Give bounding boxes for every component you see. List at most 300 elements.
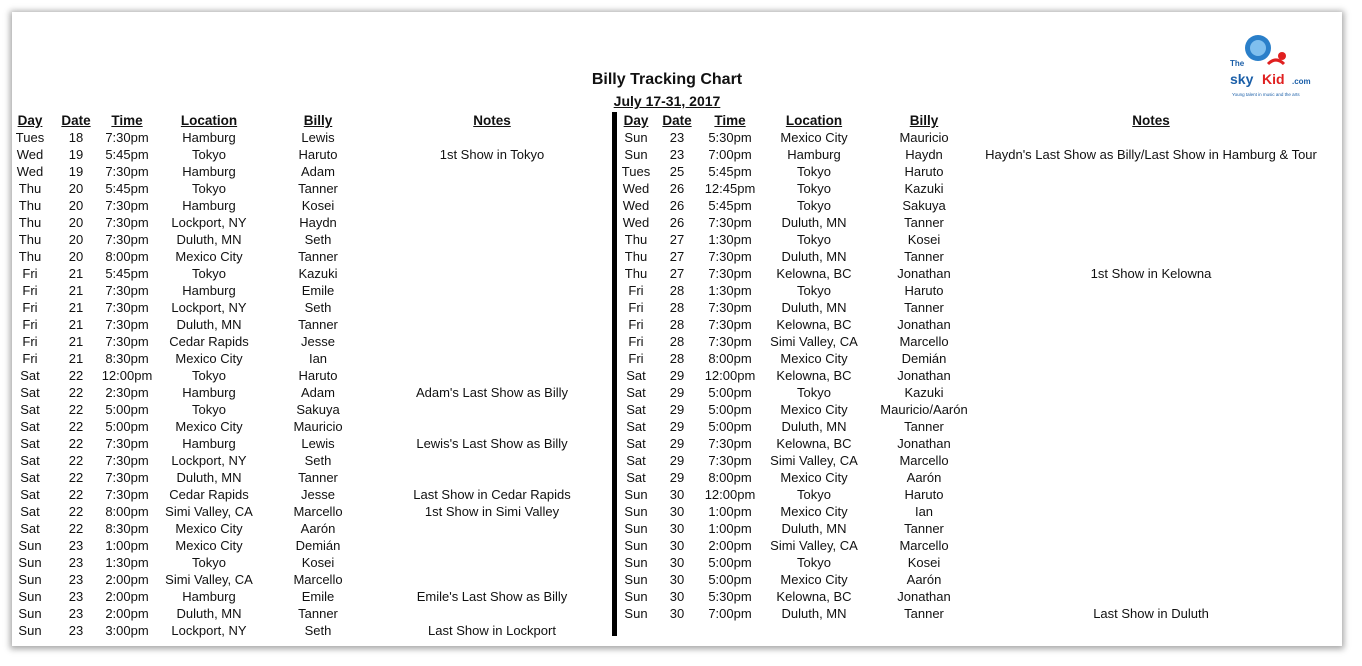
cell-billy: Kosei xyxy=(907,555,941,570)
cell-notes: Lewis's Last Show as Billy xyxy=(416,436,568,451)
cell-day: Thu xyxy=(18,232,42,247)
svg-text:The: The xyxy=(1230,59,1245,68)
cell-location: Duluth, MN xyxy=(176,317,242,332)
cell-billy: Tanner xyxy=(298,470,338,485)
page-title: Billy Tracking Chart xyxy=(591,71,743,88)
cell-day: Wed xyxy=(16,164,44,179)
cell-day: Sun xyxy=(624,521,648,536)
cell-date: 19 xyxy=(68,164,84,179)
cell-time: 7:30pm xyxy=(105,436,149,451)
cell-time: 5:45pm xyxy=(708,164,752,179)
cell-day: Sun xyxy=(624,538,648,553)
cell-date: 29 xyxy=(669,402,685,417)
cell-billy: Jonathan xyxy=(897,266,951,281)
cell-date: 30 xyxy=(669,572,685,587)
cell-day: Sat xyxy=(20,385,40,400)
column-header-time: Time xyxy=(714,113,746,128)
cell-billy: Demián xyxy=(295,538,341,553)
cell-day: Sat xyxy=(626,368,646,383)
cell-billy: Haruto xyxy=(298,147,338,162)
cell-billy: Jesse xyxy=(301,487,335,502)
cell-location: Tokyo xyxy=(797,385,831,400)
cell-day: Fri xyxy=(628,283,644,298)
cell-billy: Kazuki xyxy=(904,181,944,196)
cell-billy: Jonathan xyxy=(897,317,951,332)
column-header-billy: Billy xyxy=(303,113,333,128)
cell-date: 25 xyxy=(669,164,685,179)
cell-time: 7:30pm xyxy=(105,487,149,502)
cell-billy: Tanner xyxy=(904,606,944,621)
cell-billy: Sakuya xyxy=(902,198,946,213)
cell-location: Hamburg xyxy=(182,283,236,298)
cell-notes: Last Show in Duluth xyxy=(1093,606,1209,621)
cell-day: Sun xyxy=(18,572,42,587)
cell-time: 7:30pm xyxy=(105,317,149,332)
cell-day: Fri xyxy=(22,317,38,332)
cell-date: 19 xyxy=(68,147,84,162)
cell-billy: Tanner xyxy=(298,606,338,621)
cell-location: Duluth, MN xyxy=(176,606,242,621)
cell-date: 21 xyxy=(68,351,84,366)
column-header-notes: Notes xyxy=(473,113,511,128)
cell-location: Simi Valley, CA xyxy=(165,504,253,519)
cell-date: 28 xyxy=(669,300,685,315)
cell-billy: Marcello xyxy=(899,538,949,553)
cell-day: Wed xyxy=(622,181,650,196)
cell-date: 26 xyxy=(669,181,685,196)
cell-time: 1:30pm xyxy=(708,283,752,298)
cell-date: 23 xyxy=(68,623,84,638)
cell-day: Sun xyxy=(18,555,42,570)
cell-location: Simi Valley, CA xyxy=(770,334,858,349)
svg-text:.com: .com xyxy=(1292,77,1311,86)
cell-billy: Lewis xyxy=(301,436,335,451)
cell-location: Duluth, MN xyxy=(176,470,242,485)
cell-billy: Aarón xyxy=(906,572,942,587)
cell-day: Fri xyxy=(22,283,38,298)
cell-billy: Haruto xyxy=(904,164,944,179)
cell-day: Sat xyxy=(20,504,40,519)
cell-location: Simi Valley, CA xyxy=(770,453,858,468)
cell-billy: Demián xyxy=(901,351,947,366)
cell-date: 26 xyxy=(669,215,685,230)
cell-time: 8:00pm xyxy=(708,351,752,366)
cell-day: Sat xyxy=(20,402,40,417)
cell-day: Fri xyxy=(628,317,644,332)
cell-location: Mexico City xyxy=(175,538,243,553)
svg-text:Kid: Kid xyxy=(1262,71,1285,87)
cell-date: 22 xyxy=(68,470,84,485)
cell-date: 23 xyxy=(669,147,685,162)
cell-date: 29 xyxy=(669,436,685,451)
cell-time: 7:30pm xyxy=(105,470,149,485)
cell-location: Duluth, MN xyxy=(781,249,847,264)
cell-location: Hamburg xyxy=(182,385,236,400)
cell-billy: Tanner xyxy=(904,215,944,230)
cell-billy: Haydn xyxy=(299,215,337,230)
cell-notes: Adam's Last Show as Billy xyxy=(415,385,569,400)
cell-day: Thu xyxy=(18,215,42,230)
cell-date: 21 xyxy=(68,317,84,332)
cell-time: 7:30pm xyxy=(708,317,752,332)
cell-notes: 1st Show in Kelowna xyxy=(1090,266,1212,281)
cell-location: Hamburg xyxy=(182,164,236,179)
cell-billy: Tanner xyxy=(904,419,944,434)
cell-day: Wed xyxy=(16,147,44,162)
cell-billy: Adam xyxy=(301,385,335,400)
cell-date: 22 xyxy=(68,453,84,468)
cell-day: Fri xyxy=(22,266,38,281)
cell-billy: Tanner xyxy=(904,249,944,264)
cell-location: Tokyo xyxy=(192,147,226,162)
cell-time: 2:30pm xyxy=(105,385,149,400)
cell-location: Hamburg xyxy=(182,436,236,451)
cell-day: Fri xyxy=(628,351,644,366)
cell-time: 1:00pm xyxy=(105,538,149,553)
cell-location: Lockport, NY xyxy=(171,453,247,468)
cell-location: Mexico City xyxy=(175,249,243,264)
cell-date: 29 xyxy=(669,368,685,383)
cell-time: 1:30pm xyxy=(105,555,149,570)
cell-day: Sat xyxy=(20,470,40,485)
cell-time: 2:00pm xyxy=(105,589,149,604)
cell-date: 20 xyxy=(68,181,84,196)
cell-date: 21 xyxy=(68,334,84,349)
cell-time: 2:00pm xyxy=(105,606,149,621)
cell-time: 7:30pm xyxy=(105,130,149,145)
cell-time: 12:00pm xyxy=(704,487,756,502)
cell-date: 23 xyxy=(68,589,84,604)
cell-time: 5:45pm xyxy=(708,198,752,213)
cell-day: Sat xyxy=(626,470,646,485)
cell-location: Lockport, NY xyxy=(171,215,247,230)
cell-day: Sun xyxy=(624,130,648,145)
column-header-day: Day xyxy=(623,113,649,128)
cell-billy: Emile xyxy=(301,283,335,298)
cell-day: Sat xyxy=(626,453,646,468)
cell-day: Sun xyxy=(18,623,42,638)
cell-location: Kelowna, BC xyxy=(776,368,852,383)
cell-date: 20 xyxy=(68,232,84,247)
cell-billy: Jesse xyxy=(301,334,335,349)
cell-day: Fri xyxy=(22,300,38,315)
cell-billy: Jonathan xyxy=(897,436,951,451)
cell-time: 5:30pm xyxy=(708,589,752,604)
cell-time: 7:30pm xyxy=(105,232,149,247)
cell-time: 7:30pm xyxy=(708,453,752,468)
cell-time: 3:00pm xyxy=(105,623,149,638)
cell-date: 23 xyxy=(68,572,84,587)
cell-day: Fri xyxy=(628,300,644,315)
cell-time: 12:00pm xyxy=(704,368,756,383)
cell-day: Sat xyxy=(626,436,646,451)
cell-billy: Lewis xyxy=(301,130,335,145)
cell-day: Wed xyxy=(622,198,650,213)
cell-date: 22 xyxy=(68,368,84,383)
cell-day: Sun xyxy=(624,606,648,621)
cell-time: 7:30pm xyxy=(708,249,752,264)
cell-billy: Seth xyxy=(304,453,332,468)
column-header-notes: Notes xyxy=(1132,113,1170,128)
column-divider xyxy=(612,112,617,636)
cell-date: 30 xyxy=(669,555,685,570)
cell-time: 7:30pm xyxy=(105,198,149,213)
cell-location: Tokyo xyxy=(797,164,831,179)
cell-time: 8:00pm xyxy=(708,470,752,485)
cell-date: 20 xyxy=(68,215,84,230)
cell-billy: Kosei xyxy=(301,555,335,570)
cell-date: 21 xyxy=(68,300,84,315)
cell-location: Tokyo xyxy=(797,181,831,196)
cell-billy: Kazuki xyxy=(904,385,944,400)
cell-time: 5:00pm xyxy=(708,419,752,434)
cell-location: Duluth, MN xyxy=(176,232,242,247)
column-header-date: Date xyxy=(61,113,91,128)
cell-time: 1:00pm xyxy=(708,504,752,519)
cell-date: 21 xyxy=(68,283,84,298)
cell-billy: Haydn xyxy=(905,147,943,162)
cell-billy: Tanner xyxy=(904,300,944,315)
cell-billy: Tanner xyxy=(298,317,338,332)
cell-date: 23 xyxy=(68,606,84,621)
cell-location: Tokyo xyxy=(192,181,226,196)
cell-day: Fri xyxy=(22,334,38,349)
cell-time: 7:00pm xyxy=(708,147,752,162)
cell-time: 8:30pm xyxy=(105,521,149,536)
cell-location: Simi Valley, CA xyxy=(770,538,858,553)
cell-location: Tokyo xyxy=(192,266,226,281)
cell-billy: Marcello xyxy=(899,453,949,468)
cell-location: Tokyo xyxy=(797,487,831,502)
cell-notes: Haydn's Last Show as Billy/Last Show in Hamburg & Tour xyxy=(985,147,1317,162)
page-subtitle: July 17-31, 2017 xyxy=(613,93,721,109)
cell-billy: Marcello xyxy=(293,504,343,519)
cell-day: Wed xyxy=(622,215,650,230)
cell-time: 12:00pm xyxy=(101,368,153,383)
cell-day: Sat xyxy=(20,368,40,383)
cell-location: Tokyo xyxy=(797,198,831,213)
cell-date: 22 xyxy=(68,402,84,417)
cell-date: 22 xyxy=(68,521,84,536)
cell-time: 7:30pm xyxy=(105,283,149,298)
cell-time: 7:30pm xyxy=(105,215,149,230)
column-header-date: Date xyxy=(662,113,692,128)
cell-day: Thu xyxy=(624,266,648,281)
cell-location: Mexico City xyxy=(780,470,848,485)
cell-date: 20 xyxy=(68,198,84,213)
cell-location: Duluth, MN xyxy=(781,521,847,536)
cell-time: 5:00pm xyxy=(708,572,752,587)
cell-day: Sat xyxy=(20,453,40,468)
cell-time: 1:00pm xyxy=(708,521,752,536)
cell-location: Duluth, MN xyxy=(781,300,847,315)
cell-date: 30 xyxy=(669,504,685,519)
cell-day: Thu xyxy=(18,249,42,264)
cell-location: Mexico City xyxy=(175,351,243,366)
cell-time: 5:00pm xyxy=(708,555,752,570)
cell-day: Thu xyxy=(624,232,648,247)
column-header-billy: Billy xyxy=(909,113,939,128)
cell-billy: Tanner xyxy=(904,521,944,536)
cell-date: 30 xyxy=(669,589,685,604)
cell-notes: Last Show in Lockport xyxy=(428,623,556,638)
cell-day: Thu xyxy=(18,181,42,196)
cell-date: 29 xyxy=(669,419,685,434)
column-header-location: Location xyxy=(785,113,843,128)
cell-day: Sat xyxy=(626,385,646,400)
cell-location: Mexico City xyxy=(175,419,243,434)
cell-date: 28 xyxy=(669,351,685,366)
cell-day: Thu xyxy=(624,249,648,264)
cell-billy: Adam xyxy=(301,164,335,179)
cell-date: 27 xyxy=(669,249,685,264)
cell-time: 7:30pm xyxy=(105,334,149,349)
cell-day: Sun xyxy=(18,538,42,553)
cell-billy: Kosei xyxy=(301,198,335,213)
skykid-logo xyxy=(1228,34,1334,100)
cell-date: 26 xyxy=(669,198,685,213)
cell-billy: Marcello xyxy=(899,334,949,349)
svg-text:Young talent in music and the: Young talent in music and the arts xyxy=(1232,92,1300,97)
cell-billy: Aarón xyxy=(906,470,942,485)
cell-date: 20 xyxy=(68,249,84,264)
cell-time: 7:30pm xyxy=(708,266,752,281)
cell-time: 8:00pm xyxy=(105,249,149,264)
cell-day: Tues xyxy=(621,164,651,179)
cell-notes: Emile's Last Show as Billy xyxy=(416,589,568,604)
cell-date: 23 xyxy=(669,130,685,145)
cell-billy: Seth xyxy=(304,232,332,247)
cell-date: 30 xyxy=(669,538,685,553)
cell-time: 8:30pm xyxy=(105,351,149,366)
cell-billy: Haruto xyxy=(904,283,944,298)
cell-location: Mexico City xyxy=(175,521,243,536)
cell-time: 7:30pm xyxy=(105,453,149,468)
cell-location: Cedar Rapids xyxy=(169,334,249,349)
cell-date: 22 xyxy=(68,487,84,502)
cell-day: Fri xyxy=(628,334,644,349)
cell-day: Sun xyxy=(624,504,648,519)
cell-day: Sat xyxy=(20,487,40,502)
cell-time: 7:30pm xyxy=(708,436,752,451)
cell-billy: Sakuya xyxy=(296,402,340,417)
cell-billy: Seth xyxy=(304,300,332,315)
cell-day: Sun xyxy=(624,572,648,587)
svg-text:sky: sky xyxy=(1230,71,1254,87)
cell-billy: Ian xyxy=(308,351,328,366)
cell-day: Fri xyxy=(22,351,38,366)
cell-time: 12:45pm xyxy=(704,181,756,196)
column-header-time: Time xyxy=(111,113,143,128)
column-header-location: Location xyxy=(180,113,238,128)
cell-time: 1:30pm xyxy=(708,232,752,247)
cell-day: Thu xyxy=(18,198,42,213)
cell-date: 23 xyxy=(68,555,84,570)
cell-time: 7:30pm xyxy=(708,300,752,315)
cell-billy: Aarón xyxy=(300,521,336,536)
cell-time: 5:00pm xyxy=(708,385,752,400)
cell-location: Mexico City xyxy=(780,402,848,417)
cell-date: 29 xyxy=(669,385,685,400)
cell-billy: Mauricio/Aarón xyxy=(880,402,968,417)
cell-date: 22 xyxy=(68,385,84,400)
cell-time: 5:45pm xyxy=(105,266,149,281)
cell-location: Tokyo xyxy=(192,402,226,417)
cell-date: 30 xyxy=(669,487,685,502)
cell-time: 7:30pm xyxy=(105,164,149,179)
cell-day: Sun xyxy=(18,589,42,604)
cell-date: 30 xyxy=(669,521,685,536)
cell-day: Sat xyxy=(20,419,40,434)
cell-location: Hamburg xyxy=(182,130,236,145)
cell-time: 5:45pm xyxy=(105,181,149,196)
cell-location: Kelowna, BC xyxy=(776,266,852,281)
cell-location: Duluth, MN xyxy=(781,215,847,230)
cell-billy: Marcello xyxy=(293,572,343,587)
cell-date: 21 xyxy=(68,266,84,281)
cell-notes: Last Show in Cedar Rapids xyxy=(413,487,571,502)
cell-time: 2:00pm xyxy=(105,572,149,587)
cell-location: Tokyo xyxy=(192,555,226,570)
cell-billy: Haruto xyxy=(298,368,338,383)
cell-day: Sat xyxy=(20,436,40,451)
cell-location: Simi Valley, CA xyxy=(165,572,253,587)
cell-date: 27 xyxy=(669,266,685,281)
cell-location: Mexico City xyxy=(780,572,848,587)
cell-location: Tokyo xyxy=(192,368,226,383)
cell-billy: Emile xyxy=(301,589,335,604)
cell-location: Hamburg xyxy=(182,589,236,604)
cell-day: Sun xyxy=(624,147,648,162)
cell-location: Lockport, NY xyxy=(171,300,247,315)
cell-day: Sat xyxy=(626,402,646,417)
cell-day: Sun xyxy=(18,606,42,621)
cell-day: Sun xyxy=(624,555,648,570)
cell-day: Sat xyxy=(20,521,40,536)
cell-billy: Haruto xyxy=(904,487,944,502)
cell-time: 8:00pm xyxy=(105,504,149,519)
cell-notes: 1st Show in Simi Valley xyxy=(424,504,560,519)
cell-location: Duluth, MN xyxy=(781,419,847,434)
cell-location: Cedar Rapids xyxy=(169,487,249,502)
cell-location: Tokyo xyxy=(797,283,831,298)
cell-billy: Tanner xyxy=(298,249,338,264)
cell-time: 5:00pm xyxy=(105,402,149,417)
cell-date: 18 xyxy=(68,130,84,145)
cell-location: Lockport, NY xyxy=(171,623,247,638)
cell-location: Hamburg xyxy=(787,147,841,162)
cell-billy: Tanner xyxy=(298,181,338,196)
cell-date: 27 xyxy=(669,232,685,247)
cell-date: 30 xyxy=(669,606,685,621)
cell-location: Kelowna, BC xyxy=(776,589,852,604)
cell-day: Tues xyxy=(15,130,45,145)
cell-location: Tokyo xyxy=(797,232,831,247)
cell-time: 5:45pm xyxy=(105,147,149,162)
cell-date: 22 xyxy=(68,504,84,519)
cell-date: 28 xyxy=(669,317,685,332)
cell-day: Sun xyxy=(624,487,648,502)
cell-location: Hamburg xyxy=(182,198,236,213)
cell-day: Sat xyxy=(626,419,646,434)
cell-time: 7:30pm xyxy=(105,300,149,315)
cell-date: 22 xyxy=(68,436,84,451)
cell-billy: Seth xyxy=(304,623,332,638)
cell-time: 2:00pm xyxy=(708,538,752,553)
cell-date: 29 xyxy=(669,470,685,485)
cell-date: 28 xyxy=(669,334,685,349)
cell-billy: Mauricio xyxy=(899,130,949,145)
